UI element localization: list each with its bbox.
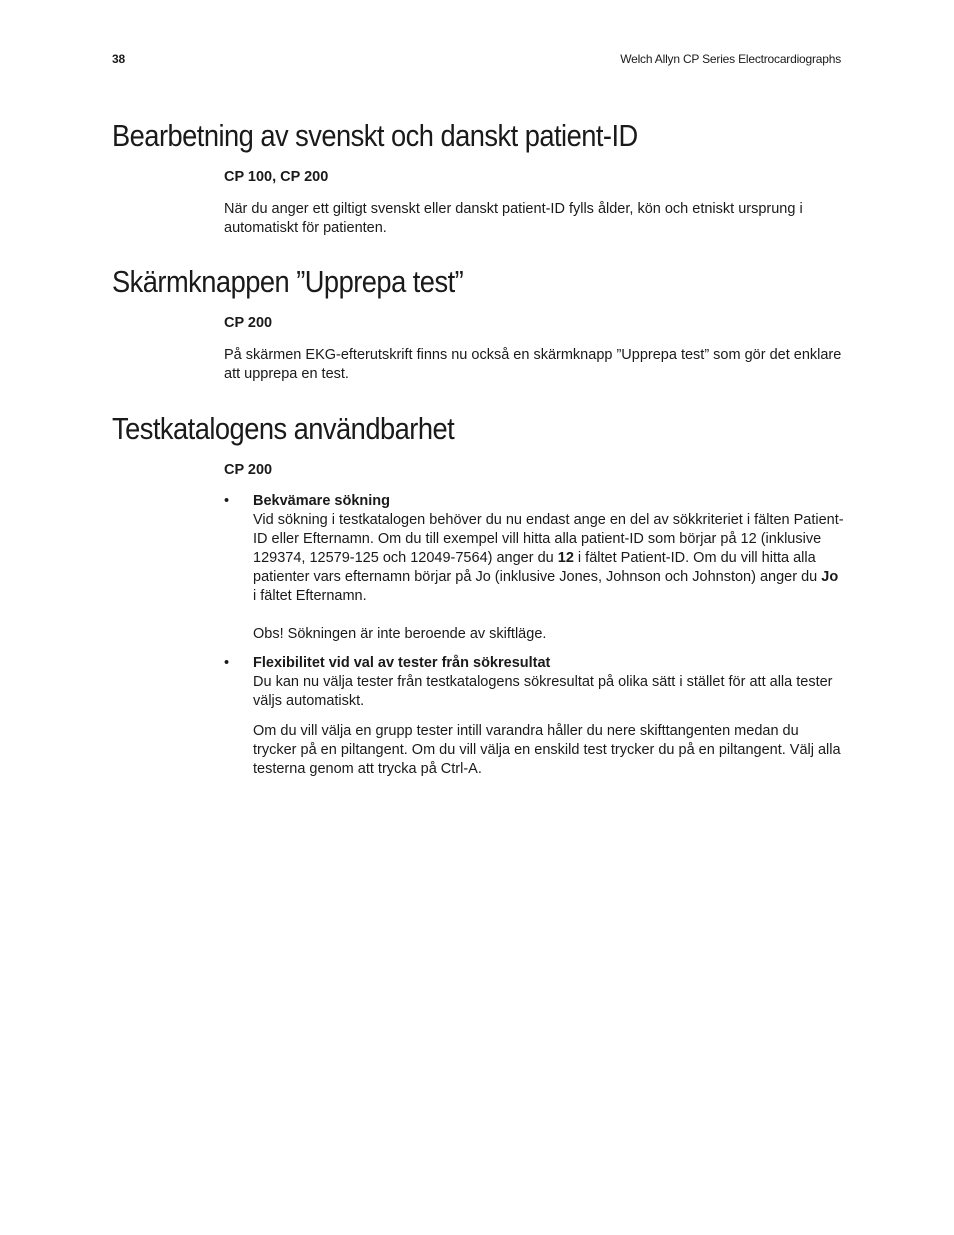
section-heading-test-directory: Testkatalogens användbarhet xyxy=(112,411,455,446)
bullet-body-text: Om du vill välja en grupp tester intill varandra håller du nere skifttangenten medan du trycker på en piltangent. Om du vill välja en enskild test trycker du på en piltangent. Välj alla testerna genom att trycka på Ctrl-A. xyxy=(253,723,841,777)
bullet-title: Flexibilitet vid val av tester från sökresultat xyxy=(253,655,551,671)
section-model-label: CP 200 xyxy=(224,315,273,331)
bullet-body-text: Du kan nu välja tester från testkatalogens sökresultat på olika sätt i stället för att alla tester väljs automatiskt. xyxy=(253,674,833,709)
section-heading-patient-id: Bearbetning av svenskt och danskt patient-ID xyxy=(112,118,638,153)
section-model-label: CP 200 xyxy=(224,462,273,478)
section-model-label: CP 100, CP 200 xyxy=(224,169,329,185)
running-header-title: Welch Allyn CP Series Electrocardiographs xyxy=(620,52,841,66)
bullet-marker: • xyxy=(224,493,230,509)
bullet-note: Obs! Sökningen är inte beroende av skiftläge. xyxy=(253,626,547,642)
bullet-marker: • xyxy=(224,655,230,671)
page-number: 38 xyxy=(112,52,125,66)
bullet-title: Bekvämare sökning xyxy=(253,493,391,509)
section-body-text: När du anger ett giltigt svenskt eller danskt patient-ID fylls ålder, kön och etniskt ursprung i automatiskt för patienten. xyxy=(224,201,803,236)
bullet-body-text: Vid sökning i testkatalogen behöver du nu endast ange en del av sökkriteriet i fälten Patient-ID eller Efternamn. Om du till exempel vill hitta alla patient-ID som börjar på 12 (inklusive 129374, 12579-125 och 12049-7564) anger du 12 i fältet Patient-ID. Om du vill hitta alla patienter vars efternamn börjar på Jo (inklusive Jones, Johnson och Johnston) anger du Jo i fältet Efternamn. xyxy=(253,512,844,604)
section-body-text: På skärmen EKG-efterutskrift finns nu också en skärmknapp ”Upprepa test” som gör det enklare att upprepa en test. xyxy=(224,347,842,382)
section-heading-repeat-test: Skärmknappen ”Upprepa test” xyxy=(112,264,464,299)
